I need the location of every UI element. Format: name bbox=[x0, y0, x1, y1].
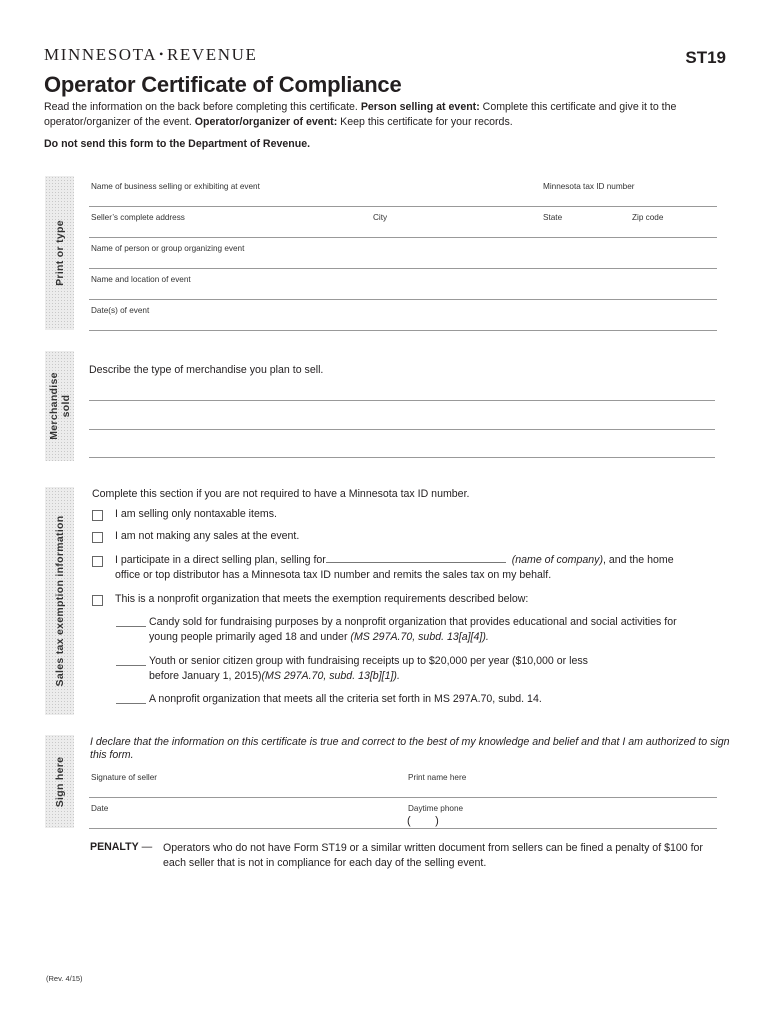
direct-selling-text-3: office or top distributor has a Minnesota tax ID number and remits the sales tax on my behalf. bbox=[115, 569, 552, 581]
candy-fundraising-label bbox=[149, 615, 729, 645]
daytime-phone-field[interactable] bbox=[406, 798, 717, 829]
mn-tax-id-label: Minnesota tax ID number bbox=[543, 182, 635, 191]
penalty-text: Operators who do not have Form ST19 or a similar written document from sellers can be fined a penalty of $100 for each seller that is not in compliance for each day of the selling event. bbox=[163, 842, 703, 869]
state-field[interactable] bbox=[541, 207, 629, 238]
event-dates-field[interactable] bbox=[89, 300, 717, 331]
sidebar-exemption bbox=[45, 487, 74, 715]
intro-text bbox=[44, 100, 724, 130]
nontaxable-option-label: I am selling only nontaxable items. bbox=[115, 508, 277, 520]
no-sales-option-label: I am not making any sales at the event. bbox=[115, 530, 300, 542]
page-title: Operator Certificate of Compliance bbox=[44, 72, 402, 97]
sidebar-label-merchandise bbox=[48, 372, 72, 440]
sidebar-label-merchandise-line2: sold bbox=[59, 394, 72, 418]
business-name-field[interactable] bbox=[89, 176, 541, 207]
candy-text-2: young people primarily aged 18 and under bbox=[149, 631, 351, 643]
mn-tax-id-field[interactable] bbox=[541, 176, 717, 207]
seller-address-label: Seller’s complete address bbox=[91, 213, 185, 222]
do-not-send-notice: Do not send this form to the Department of Revenue. bbox=[44, 138, 311, 150]
nonprofit-checkbox[interactable] bbox=[92, 595, 103, 606]
sidebar-print-or-type bbox=[45, 176, 74, 330]
criteria-label: A nonprofit organization that meets all the criteria set forth in MS 297A.70, subd. 14. bbox=[149, 693, 542, 705]
youth-statute-ref: (MS 297A.70, subd. 13[b][1]). bbox=[261, 670, 400, 682]
revision-date: (Rev. 4/15) bbox=[46, 974, 83, 983]
city-field[interactable] bbox=[372, 207, 541, 238]
logo-dot: • bbox=[159, 47, 165, 61]
minnesota-revenue-logo bbox=[44, 45, 258, 65]
candy-statute-ref: (MS 297A.70, subd. 13[a][4]). bbox=[350, 631, 489, 643]
company-name-caption: (name of company) bbox=[511, 554, 603, 566]
event-dates-label: Date(s) of event bbox=[91, 306, 150, 315]
sidebar-label-print-or-type: Print or type bbox=[53, 220, 66, 286]
company-name-blank[interactable] bbox=[326, 562, 506, 563]
exemption-intro: Complete this section if you are not required to have a Minnesota tax ID number. bbox=[92, 488, 470, 500]
youth-text-2: before January 1, 2015) bbox=[149, 670, 262, 682]
nontaxable-checkbox[interactable] bbox=[92, 510, 103, 521]
candy-text-1: Candy sold for fundraising purposes by a nonprofit organization that provides educational and social activities for bbox=[149, 616, 677, 628]
penalty-label: PENALTY bbox=[90, 841, 139, 853]
state-label: State bbox=[543, 213, 563, 222]
logo-text-revenue: REVENUE bbox=[166, 45, 258, 64]
form-number: ST19 bbox=[685, 48, 726, 67]
print-name-field[interactable] bbox=[406, 767, 717, 798]
criteria-blank[interactable] bbox=[116, 703, 146, 704]
organizer-name-label: Name of person or group organizing event bbox=[91, 244, 245, 253]
zip-label: Zip code bbox=[632, 213, 664, 222]
sidebar-label-sign-here: Sign here bbox=[53, 756, 66, 807]
intro-part-3: Keep this certificate for your records. bbox=[337, 116, 513, 128]
date-field[interactable] bbox=[89, 798, 406, 829]
youth-senior-blank[interactable] bbox=[116, 665, 146, 666]
youth-text-1: Youth or senior citizen group with fundraising receipts up to $20,000 per year ($10,000 or less bbox=[149, 655, 588, 667]
date-label: Date bbox=[91, 804, 109, 813]
print-name-label: Print name here bbox=[408, 773, 467, 782]
sidebar-label-merchandise-line1: Merchandise bbox=[47, 372, 60, 440]
nonprofit-option-label: This is a nonprofit organization that meets the exemption requirements described below: bbox=[115, 593, 529, 605]
penalty-heading bbox=[90, 841, 152, 853]
intro-part-2: Complete this certificate and give it to the operator/organizer of the event. bbox=[44, 101, 677, 128]
signature-label: Signature of seller bbox=[91, 773, 157, 782]
merchandise-line-1[interactable] bbox=[89, 400, 715, 401]
direct-selling-text-1: I participate in a direct selling plan, selling for bbox=[115, 554, 326, 566]
city-label: City bbox=[373, 213, 388, 222]
sidebar-sign-here bbox=[45, 735, 74, 828]
sidebar-label-exemption: Sales tax exemption information bbox=[53, 515, 66, 687]
no-sales-checkbox[interactable] bbox=[92, 532, 103, 543]
declaration-text: I declare that the information on this certificate is true and correct to the best of my knowledge and belief and that I am authorized to sign this form. bbox=[90, 736, 730, 761]
candy-fundraising-blank[interactable] bbox=[116, 626, 146, 627]
intro-bold-operator: Operator/organizer of event: bbox=[194, 116, 338, 128]
event-name-location-label: Name and location of event bbox=[91, 275, 191, 284]
business-name-label: Name of business selling or exhibiting at event bbox=[91, 182, 260, 191]
sidebar-merchandise bbox=[45, 351, 74, 461]
youth-senior-label bbox=[149, 654, 729, 684]
penalty-dash: — bbox=[138, 841, 153, 853]
direct-selling-text-2: , and the home bbox=[602, 554, 674, 566]
seller-address-field[interactable] bbox=[89, 207, 372, 238]
direct-selling-checkbox[interactable] bbox=[92, 556, 103, 567]
phone-area-code-parens: ( ) bbox=[407, 815, 439, 827]
merchandise-line-2[interactable] bbox=[89, 429, 715, 430]
merchandise-description-prompt: Describe the type of merchandise you plan to sell. bbox=[89, 364, 324, 376]
organizer-name-field[interactable] bbox=[89, 238, 717, 269]
intro-part-1: Read the information on the back before completing this certificate. bbox=[44, 101, 361, 113]
event-name-location-field[interactable] bbox=[89, 269, 717, 300]
merchandise-line-3[interactable] bbox=[89, 457, 715, 458]
daytime-phone-label: Daytime phone bbox=[408, 804, 464, 813]
zip-field[interactable] bbox=[629, 207, 717, 238]
logo-text-minnesota: MINNESOTA bbox=[44, 45, 158, 64]
intro-bold-seller: Person selling at event: bbox=[360, 101, 480, 113]
direct-selling-option-label bbox=[115, 553, 725, 583]
signature-field[interactable] bbox=[89, 767, 406, 798]
